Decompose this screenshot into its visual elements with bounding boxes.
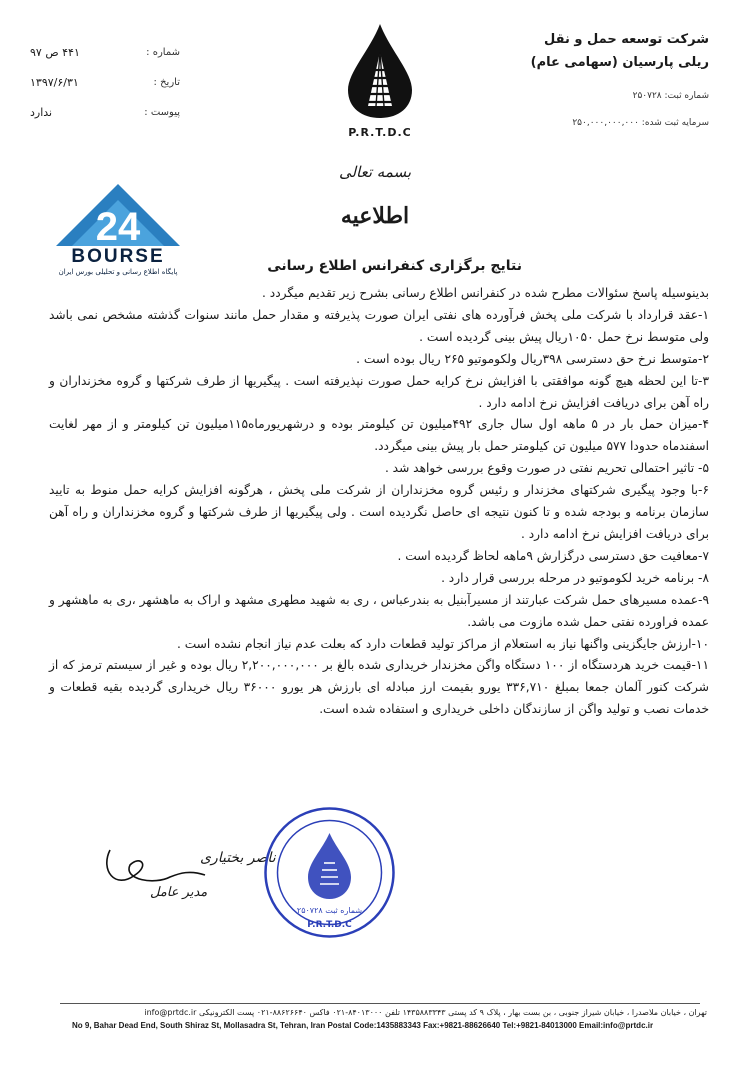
date-value: ۱۳۹۷/۶/۳۱ — [30, 76, 79, 89]
basmala: بسمه تعالی — [338, 163, 412, 181]
signatory-title: مدیر عامل — [150, 885, 208, 900]
registration-number: شماره ثبت: ۲۵۰۷۲۸ — [632, 91, 709, 101]
company-name — [531, 28, 709, 74]
paragraph-item-3: ۳-تا این لحظه هیچ گونه موافقتی با افزایش نرخ کرایه حمل صورت نپذیرفته است . پیگیریها از طرف شرکتها و گروه مخزنداران و راه آهن برای دریافت افزایش نرخ ادامه دارد . — [49, 373, 709, 410]
page-title: اطلاعیه — [340, 203, 410, 229]
company-name-line1: شرکت توسعه حمل و نقل — [544, 32, 709, 47]
signatory-name: ناصر بختیاری — [200, 850, 276, 866]
date-label: تاریخ : — [153, 77, 180, 88]
footer-address-english: No 9, Bahar Dead End, South Shiraz St, Mollasadra St, Tehran, Iran Postal Code:1435883343 Fax:+9821-88626640 Tel:+9821-84013000 Email:info@prtdc.ir — [72, 1021, 654, 1030]
paragraph-item-10: ۱۰-ارزش جایگزینی واگنها نیاز به استعلام از مراکز تولید قطعات دارد که بعلت عدم نیاز انجام نشده است . — [176, 636, 709, 651]
paragraph-item-8: ۸- برنامه خرید لکوموتیو در مرحله بررسی قرار دارد . — [441, 570, 709, 585]
company-stamp — [262, 805, 397, 940]
company-name-line2: ریلی پارسیان (سهامی عام) — [530, 55, 709, 70]
letter-meta — [30, 38, 180, 128]
footer-divider — [60, 1003, 700, 1004]
paragraph-item-7: ۷-معافیت حق دسترسی درگزارش ۹ماهه لحاظ گردیده است . — [397, 548, 709, 563]
meta-attachment-row — [30, 98, 180, 128]
bourse-wordmark: BOURSE — [71, 246, 165, 267]
registered-capital: سرمایه ثبت شده: ۲۵۰,۰۰۰,۰۰۰,۰۰۰ — [572, 118, 709, 128]
signature-scribble — [95, 835, 225, 915]
announcement-body — [49, 283, 709, 721]
company-logo — [340, 22, 420, 137]
bourse-subtitle: پایگاه اطلاع رسانی و تحلیلی بورس ایران — [58, 268, 178, 276]
meta-date-row — [30, 68, 180, 98]
stamp-logo-text: P.R.T.D.C — [307, 920, 352, 930]
paragraph-item-5: ۵- تاثیر احتمالی تحریم نفتی در صورت وقوع بررسی خواهد شد . — [384, 461, 709, 476]
paragraph-item-11: ۱۱-قیمت خرید هردستگاه از ۱۰۰ دستگاه واگن مخزندار خریداری شده بالغ بر ۲,۲۰۰,۰۰۰,۰۰۰ ریال بوده و غیر از سیستم ترمز که از شرکت کنور آلمان جمعا بمبلغ ۳۳۶,۷۱۰ یورو بقیمت ارز مبادله ای بارزش هر یورو ۳۶۰۰۰ ریال خریداری گردیده بقیه قطعات و خدمات نصب و تولید واگن از سازندگان داخلی خریداری و استفاده شده است. — [49, 658, 709, 717]
attachment-value: ندارد — [30, 106, 53, 119]
paragraph-intro: بدینوسیله پاسخ سئوالات مطرح شده در کنفرانس اطلاع رسانی بشرح زیر تقدیم میگردد . — [262, 286, 709, 300]
svg-text:24: 24 — [95, 205, 141, 249]
footer-address-persian: تهران ، خیابان ملاصدرا ، خیابان شیراز جنوبی ، بن بست بهار ، پلاک ۹ کد پستی ۱۴۳۵۸۸۳۳۴۳ تلفن ۸۴۰۱۳۰۰۰-۰۲۱ فاکس ۸۸۶۲۶۶۴۰-۰۲۱ پست الکترونیکی info@prtdc.ir — [144, 1008, 707, 1017]
section-heading: نتایج برگزاری کنفرانس اطلاع رسانی — [267, 258, 522, 274]
attachment-label: پیوست : — [144, 107, 180, 118]
paragraph-item-4: ۴-میزان حمل بار در ۵ ماهه اول سال جاری ۴۹۲میلیون تن کیلومتر بوده و درشهریورماه۱۱۵میلیون تن کیلومتر و از مهر لغایت اسفندماه حدودا ۵۷۷ میلیون تن کیلومتر حمل بار پیش بینی میگردد. — [49, 417, 709, 454]
paragraph-item-6: ۶-با وجود پیگیری شرکتهای مخزندار و رئیس گروه مخزنداران از شرکت ملی پخش ، هرگونه افزایش کرایه حمل منوط به تایید سازمان برنامه و بودجه شده و تا کنون نتیجه ای حاصل نگردیده است . ولی پیگیریها از طرف شرکتها و گروه مخزنداران و راه آهن برای دریافت افزایش نرخ ادامه دارد . — [49, 483, 709, 541]
paragraph-item-9: ۹-عمده مسیرهای حمل شرکت عبارتند از مسیرآبنیل به بندرعباس ، ری به شهید مطهری مشهد و اراک به ماهشهر ،ری به ماهشهر و عمده فراورده نفتی حمل شده مازوت می باشد. — [49, 592, 709, 629]
meta-number-row — [30, 38, 180, 68]
stamp-registration-text: شماره ثبت ۲۵۰۷۲۸ — [296, 906, 363, 915]
company-registration-block — [572, 83, 709, 137]
logo-caption: P.R.T.D.C — [348, 126, 412, 139]
number-label: شماره : — [146, 47, 180, 58]
number-value: ۴۴۱ ص ۹۷ — [30, 46, 80, 59]
paragraph-item-1: ۱-عقد قرارداد با شرکت ملی پخش فرآورده های نفتی ایران صورت پذیرفته و مقدار حمل مانند سنوات گذشته مشخص نمی باشد ولی متوسط نرخ حمل ۱۰۵۰ریال پیش بینی گردیده است . — [49, 307, 709, 344]
paragraph-item-2: ۲-متوسط نرخ حق دسترسی ۳۹۸ریال ولکوموتیو ۲۶۵ ریال بوده است . — [356, 351, 709, 366]
rail-drop-logo-icon — [340, 22, 420, 120]
